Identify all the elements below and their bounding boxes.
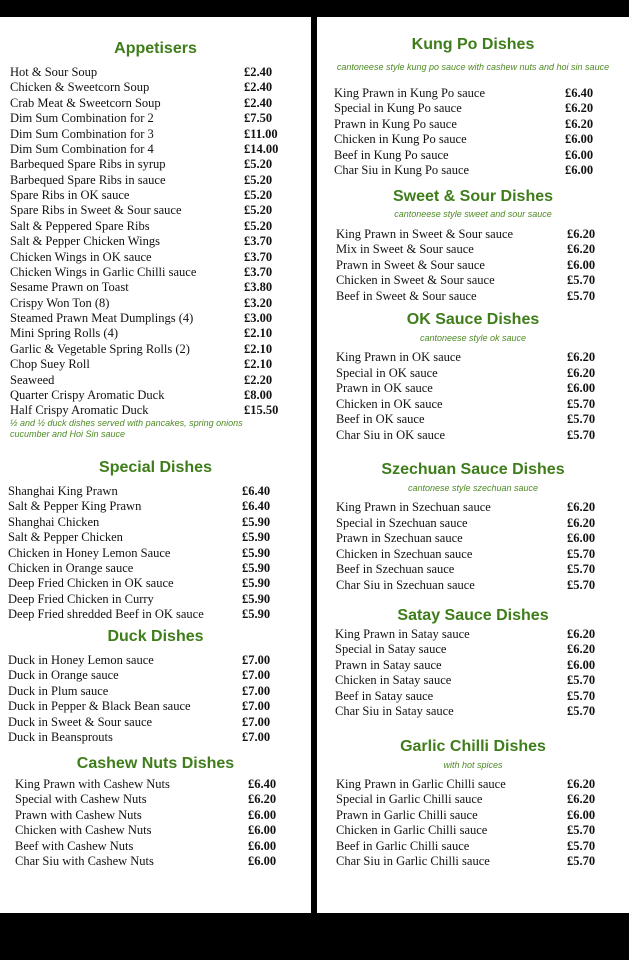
menu-item-name: Char Siu in Szechuan sauce [336,577,475,592]
menu-item-price: £6.20 [248,792,277,807]
menu-item-name: Chicken in Orange sauce [8,561,134,575]
menu-item [336,258,629,273]
menu-item-price: £15.50 [244,403,279,418]
menu-item-price: £2.10 [244,341,273,356]
menu-item-price: £2.10 [244,326,273,341]
menu-item-name: Beef in OK sauce [336,412,425,426]
menu-item [335,627,629,642]
menu-item [336,428,629,443]
menu-item-name: Deep Fried shredded Beef in OK sauce [8,607,204,622]
menu-item-name: Char Siu with Cashew Nuts [15,854,154,868]
section-subtitle: cantonese style szechuan sauce [407,483,539,493]
menu-item [8,730,311,745]
menu-item [15,808,311,823]
menu-item-name: Shanghai Chicken [8,514,100,529]
menu-item-price: £5.20 [244,203,273,218]
menu-item [336,562,629,577]
menu-item-price: £6.40 [242,499,271,514]
menu-item [10,250,311,265]
menu-item-price: £6.00 [567,531,596,545]
menu-item-price: £6.20 [565,101,594,116]
menu-item-price: £6.00 [567,657,596,672]
menu-item [336,808,629,823]
menu-item-price: £3.00 [244,311,273,326]
menu-item [8,699,311,714]
menu-item-price: £7.00 [242,699,271,714]
menu-item-price: £6.00 [567,381,596,395]
menu-item [8,561,311,576]
menu-item [10,326,311,341]
menu-item-price: £5.70 [567,577,596,592]
menu-item [8,668,311,683]
menu-item [8,515,311,530]
menu-item [334,132,629,147]
menu-item [10,203,311,218]
menu-item-price: £6.20 [567,777,596,791]
menu-item [15,792,311,807]
menu-item-name: Dim Sum Combination for 4 [10,141,154,156]
section-subtitle: cantoneese style ok sauce [419,333,527,343]
menu-item-price: £2.20 [244,372,273,387]
menu-item [8,576,311,591]
menu-item [336,777,629,792]
menu-item-name: Salt & Peppered Spare Ribs [10,218,150,233]
menu-item-name: Spare Ribs in Sweet & Sour sauce [10,203,182,218]
menu-item-name: Chicken in OK sauce [336,396,443,411]
menu-item-name: King Prawn with Cashew Nuts [15,777,170,791]
menu-item-name: Beef in Szechuan sauce [336,562,455,576]
menu-item-price: £7.00 [242,714,271,729]
menu-item-name: Chicken Wings in Garlic Chilli sauce [10,264,197,279]
menu-item-name: Char Siu in Garlic Chilli sauce [336,854,490,868]
menu-item [336,792,629,807]
menu-item-name: Barbequed Spare Ribs in syrup [10,157,166,172]
menu-item [10,296,311,311]
menu-item-price: £6.00 [248,838,277,853]
section-heading: Garlic Chilli Dishes [400,738,546,755]
menu-item-price: £6.00 [565,163,594,177]
menu-item-name: Seaweed [10,372,55,387]
menu-item-name: Special in Kung Po sauce [334,101,462,116]
menu-item [10,111,311,126]
menu-item-price: £5.70 [567,854,596,868]
section-heading: Sweet & Sour Dishes [392,188,554,205]
menu-item-price: £5.90 [242,514,271,529]
menu-item [336,242,629,257]
menu-item-name: Deep Fried Chicken in Curry [8,591,154,606]
menu-item-name: Chicken in Szechuan sauce [336,546,473,561]
menu-item-name: Beef in Kung Po sauce [334,147,449,162]
menu-item-price: £7.50 [244,111,273,126]
menu-item-name: Steamed Prawn Meat Dumplings (4) [10,311,194,326]
menu-item-price: £5.70 [567,562,596,576]
menu-item-price: £6.40 [565,86,594,100]
menu-item [336,854,629,869]
menu-item [334,101,629,116]
menu-item-price: £6.40 [242,484,271,498]
menu-item [10,403,311,418]
menu-item-name: Beef in Satay sauce [335,688,434,703]
menu-item-name: Prawn in Satay sauce [335,657,442,672]
menu-item-name: Chicken in Garlic Chilli sauce [336,823,488,838]
menu-item-price: £6.20 [567,792,596,807]
menu-item-price: £3.70 [244,234,273,249]
menu-item-name: King Prawn in Szechuan sauce [336,500,491,514]
menu-item-price: £5.90 [242,561,271,575]
menu-item-price: £6.20 [567,365,596,380]
menu-item [10,219,311,234]
menu-item [336,516,629,531]
menu-item-price: £11.00 [244,126,278,141]
menu-item [10,342,311,357]
menu-item-name: Prawn in Sweet & Sour sauce [336,257,485,272]
menu-item-name: Chicken in Kung Po sauce [334,132,467,147]
menu-item-name: Chop Suey Roll [10,357,90,372]
menu-item-price: £7.00 [242,683,271,698]
menu-item-name: Special in Garlic Chilli sauce [336,792,483,807]
menu-item-name: Deep Fried Chicken in OK sauce [8,576,174,591]
menu-item [334,163,629,178]
menu-item-price: £5.70 [567,838,596,853]
menu-item-name: Garlic & Vegetable Spring Rolls (2) [10,341,190,356]
menu-item-name: Salt & Pepper King Prawn [8,499,142,514]
menu-item [15,839,311,854]
menu-item [15,823,311,838]
menu-item-name: Beef in Sweet & Sour sauce [336,288,477,303]
section-subtitle: cantoneese style kung po sauce with cashew nuts and hoi sin sauce [336,62,610,72]
menu-item-price: £5.90 [242,576,271,591]
menu-item-name: Duck in Honey Lemon sauce [8,653,154,667]
menu-item-price: £6.00 [248,823,277,838]
section-subtitle: cantoneese style sweet and sour sauce [394,209,552,219]
menu-column-left [0,17,311,913]
menu-item-name: Chicken Wings in OK sauce [10,249,152,264]
menu-item-price: £5.70 [567,427,596,442]
section-heading: Appetisers [114,40,197,57]
menu-item-name: Barbequed Spare Ribs in sauce [10,172,166,187]
menu-item [10,96,311,111]
menu-item [335,689,629,704]
menu-item [335,658,629,673]
menu-item [10,142,311,157]
menu-item [336,823,629,838]
menu-item-price: £5.70 [567,396,596,411]
menu-item [334,117,629,132]
menu-item [10,280,311,295]
menu-item-price: £5.20 [244,172,273,187]
menu-item-price: £8.00 [244,387,273,402]
menu-item-price: £5.90 [242,530,271,545]
menu-item-price: £6.20 [567,500,596,514]
menu-item [336,289,629,304]
menu-item-name: King Prawn in Kung Po sauce [334,86,486,100]
menu-item-name: Hot & Sour Soup [10,65,98,79]
menu-item-price: £6.20 [565,116,594,131]
menu-item [8,530,311,545]
menu-item-price: £5.70 [567,546,596,561]
menu-item-price: £6.00 [567,807,596,822]
menu-item-price: £6.00 [248,807,277,822]
section-heading: Szechuan Sauce Dishes [381,461,565,478]
menu-item-price: £5.90 [242,607,271,622]
section-note: ½ and ½ duck dishes served with pancakes, spring onions cucumber and Hoi Sin sauce [10,417,243,439]
menu-item [336,381,629,396]
menu-item-price: £2.10 [244,357,273,372]
menu-item [335,642,629,657]
menu-item-name: Crispy Won Ton (8) [10,295,110,310]
menu-item-name: King Prawn in Sweet & Sour sauce [336,227,514,241]
menu-item [334,86,629,101]
menu-item-name: Salt & Pepper Chicken Wings [10,234,160,249]
menu-item [8,684,311,699]
menu-item [10,373,311,388]
menu-item-name: Chicken with Cashew Nuts [15,823,152,838]
section-heading: Cashew Nuts Dishes [76,755,235,772]
menu-item [8,484,311,499]
section-heading: Satay Sauce Dishes [397,607,549,624]
menu-item-price: £6.20 [567,242,596,257]
menu-item-price: £6.40 [248,777,277,791]
menu-item [336,350,629,365]
menu-item-name: Mini Spring Rolls (4) [10,326,118,341]
menu-item-name: Sesame Prawn on Toast [10,280,129,295]
menu-item-name: Char Siu in Kung Po sauce [334,163,470,177]
menu-item-name: Crab Meat & Sweetcorn Soup [10,95,161,110]
menu-item-name: Quarter Crispy Aromatic Duck [10,387,165,402]
menu-item [10,127,311,142]
section-heading: Special Dishes [99,459,212,476]
menu-column-right [317,17,629,913]
menu-item [8,592,311,607]
menu-item-name: Chicken in Sweet & Sour sauce [336,273,495,288]
menu-item-name: King Prawn in OK sauce [336,350,461,364]
menu-item-price: £6.20 [567,515,596,530]
menu-item-name: Salt & Pepper Chicken [8,530,123,545]
menu-item [10,80,311,95]
menu-item-price: £5.90 [242,545,271,560]
menu-item-price: £2.40 [244,95,273,110]
menu-item [15,777,311,792]
menu-item-price: £6.20 [567,227,596,241]
menu-item-price: £5.20 [244,188,273,203]
menu-item-price: £5.20 [244,218,273,233]
menu-item-name: Duck in Orange sauce [8,668,119,683]
menu-item-name: Duck in Beansprouts [8,730,113,744]
menu-item-price: £6.20 [567,642,596,657]
menu-item [336,397,629,412]
menu-item [336,547,629,562]
menu-item-name: Chicken in Satay sauce [335,673,452,688]
menu-item-price: £2.40 [244,80,273,95]
menu-item [336,531,629,546]
menu-item-price: £7.00 [242,653,271,667]
menu-item-name: Dim Sum Combination for 2 [10,111,154,126]
menu-item-name: Duck in Pepper & Black Bean sauce [8,699,191,714]
menu-item-price: £5.70 [567,273,596,288]
menu-item [10,173,311,188]
menu-item [8,499,311,514]
section-subtitle: with hot spices [443,760,503,770]
menu-item [336,412,629,427]
menu-item-name: Beef with Cashew Nuts [15,838,134,853]
menu-item-name: Half Crispy Aromatic Duck [10,403,149,418]
menu-item-price: £5.90 [242,591,271,606]
menu-item-name: Special in Satay sauce [335,642,447,657]
menu-item-name: King Prawn in Garlic Chilli sauce [336,777,506,791]
menu-item-price: £6.00 [248,854,277,868]
menu-item [335,673,629,688]
menu-item [10,265,311,280]
menu-item [8,546,311,561]
menu-item-name: Char Siu in Satay sauce [335,704,454,718]
menu-item [336,578,629,593]
menu-item [10,311,311,326]
menu-item-price: £5.70 [567,704,596,718]
menu-item-price: £6.00 [565,132,594,147]
menu-item-name: Prawn in Kung Po sauce [334,116,457,131]
menu-item-name: Char Siu in OK sauce [336,427,446,442]
menu-item [335,704,629,719]
menu-item [10,234,311,249]
menu-item [8,607,311,622]
menu-item-price: £3.70 [244,264,273,279]
menu-item [10,65,311,80]
section-heading: Kung Po Dishes [411,36,535,53]
menu-item-name: Prawn in Garlic Chilli sauce [336,807,478,822]
menu-item-name: Spare Ribs in OK sauce [10,188,130,203]
menu-item [15,854,311,869]
menu-item-name: Chicken in Honey Lemon Sauce [8,545,171,560]
menu-item-name: Duck in Plum sauce [8,683,109,698]
menu-item-price: £6.20 [567,627,596,641]
menu-item-price: £7.00 [242,730,271,744]
menu-item-price: £14.00 [244,141,279,156]
menu-item [336,366,629,381]
menu-item [10,357,311,372]
section-heading: OK Sauce Dishes [406,311,540,328]
menu-item [10,188,311,203]
menu-item [8,653,311,668]
menu-item-name: Duck in Sweet & Sour sauce [8,714,153,729]
menu-item [334,148,629,163]
menu-item [336,500,629,515]
menu-item-price: £6.20 [567,350,596,364]
menu-item-price: £6.00 [567,257,596,272]
menu-item-name: Chicken & Sweetcorn Soup [10,80,150,95]
menu-item [336,227,629,242]
menu-item-price: £2.40 [244,65,273,79]
menu-item-name: Dim Sum Combination for 3 [10,126,154,141]
menu-item-name: Prawn in Szechuan sauce [336,531,463,545]
menu-item-price: £6.00 [565,147,594,162]
menu-item-price: £7.00 [242,668,271,683]
menu-item-price: £3.80 [244,280,273,295]
menu-item-price: £5.20 [244,157,273,172]
menu-item-name: Prawn with Cashew Nuts [15,807,142,822]
menu-item-name: Shanghai King Prawn [8,484,118,498]
menu-item-name: Special with Cashew Nuts [15,792,147,807]
menu-item-name: Beef in Garlic Chilli sauce [336,838,470,853]
menu-item-price: £5.70 [567,673,596,688]
menu-item-price: £5.70 [567,288,596,303]
menu-item [8,715,311,730]
menu-item-name: King Prawn in Satay sauce [335,627,470,641]
menu-item-price: £3.20 [244,295,273,310]
menu-item [10,157,311,172]
menu-item-price: £5.70 [567,823,596,838]
menu-item-price: £3.70 [244,249,273,264]
menu-item-price: £5.70 [567,412,596,426]
section-heading: Duck Dishes [107,628,204,645]
menu-item-price: £5.70 [567,688,596,703]
menu-item-name: Special in Szechuan sauce [336,515,468,530]
menu-item-name: Mix in Sweet & Sour sauce [336,242,474,257]
menu-item [336,839,629,854]
menu-item-name: Special in OK sauce [336,365,438,380]
menu-item-name: Prawn in OK sauce [336,381,433,395]
menu-item [10,388,311,403]
menu-item [336,273,629,288]
